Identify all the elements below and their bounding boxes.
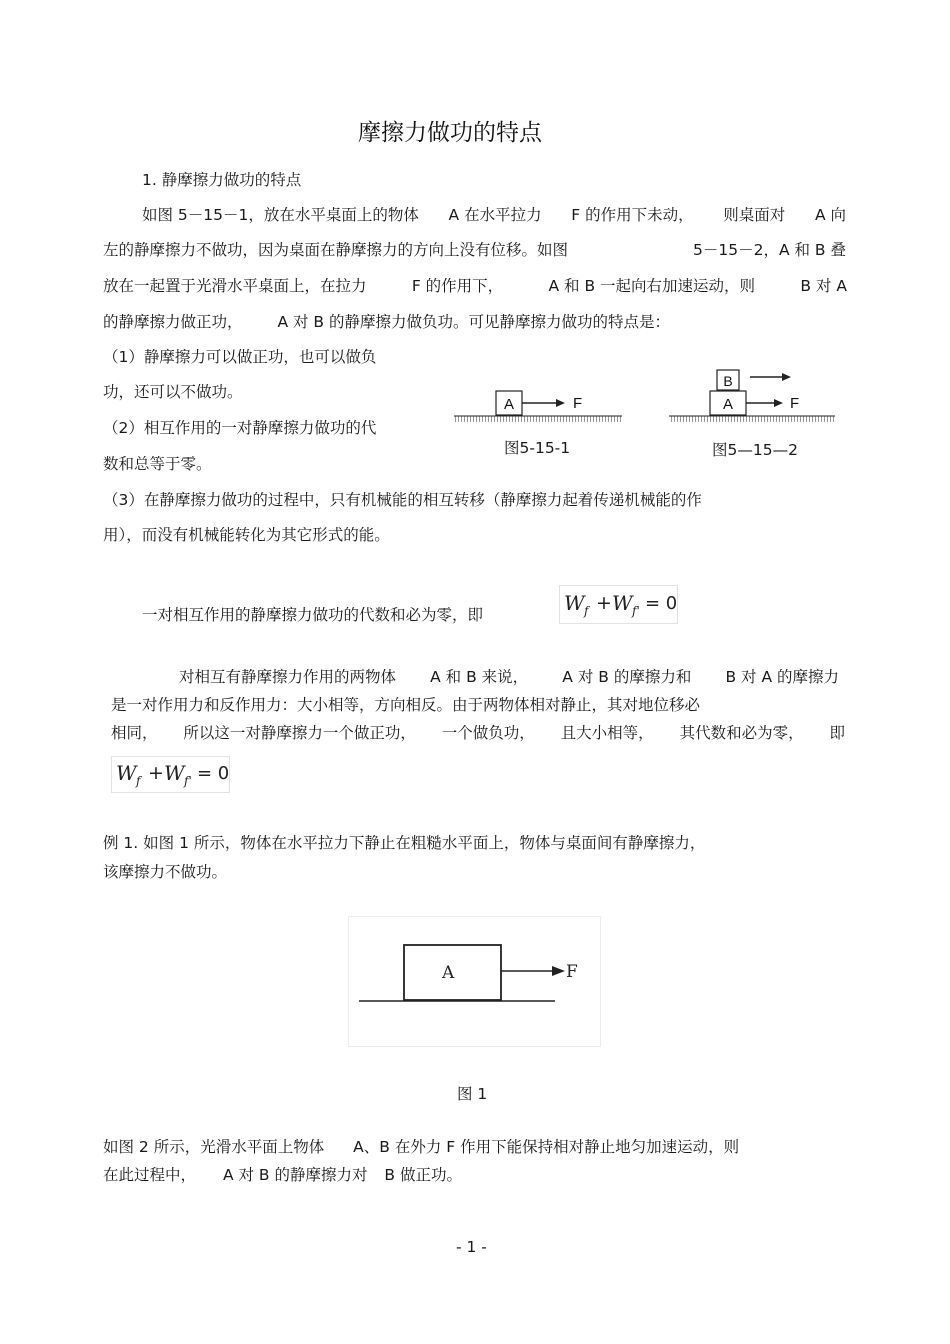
formula-sub2: f' — [184, 774, 192, 788]
formula-w2: W — [164, 761, 185, 785]
text-segment: 在此过程中， — [103, 1166, 197, 1184]
point-1-line-1: （1）静摩擦力可以做正功，也可以做负 — [103, 348, 377, 366]
point-2-line-2: 数和总等于零。 — [103, 455, 212, 473]
section-heading: 1. 静摩擦力做功的特点 — [142, 171, 302, 189]
formula-w1: W — [564, 591, 585, 615]
example-1-line-2: 该摩擦力不做功。 — [103, 863, 228, 881]
formula-1 — [559, 585, 679, 625]
formula-sub2: f' — [632, 604, 640, 618]
force-label: F — [566, 962, 578, 982]
point-2-line-1: （2）相互作用的一对静摩擦力做功的代 — [103, 419, 377, 437]
formula-sub1: f — [136, 774, 141, 788]
force-label: F — [790, 395, 800, 412]
point-1-line-2: 功，还可以不做功。 — [103, 383, 243, 401]
formula-w1: W — [116, 761, 137, 785]
paragraph-3-line-2 — [103, 1165, 462, 1185]
formula-2 — [111, 756, 231, 794]
text-segment: F 的作用下未动， — [571, 206, 694, 224]
formula-equals-zero: = 0 — [645, 593, 678, 614]
text-segment: 如图 5－15－1，放在水平桌面上的物体 — [142, 206, 419, 224]
paragraph-1-line-1 — [142, 205, 846, 225]
paragraph-1-line-4 — [103, 312, 693, 332]
text-segment: 5－15－2，A 和 B 叠 — [693, 241, 846, 259]
block-a-label: A — [442, 963, 455, 983]
paragraph-1-line-3 — [103, 276, 847, 296]
figure-5-15-2 — [668, 367, 838, 433]
text-segment: 左的静摩擦力不做功，因为桌面在静摩擦力的方向上没有位移。如图 — [103, 241, 569, 259]
text-segment: A 向 — [814, 206, 846, 224]
formula-w2: W — [612, 591, 633, 615]
example-1-line-1: 例 1. 如图 1 所示，物体在水平拉力下静止在粗糙水平面上，物体与桌面间有静摩擦力， — [103, 834, 706, 852]
page-title: 摩擦力做功的特点 — [358, 120, 542, 146]
formula-equals-zero: = 0 — [197, 763, 230, 784]
formula-sub1: f — [584, 604, 589, 618]
text-segment: 一个做负功， — [441, 724, 535, 742]
text-segment: 相同， — [111, 724, 158, 742]
figure-1-caption: 图 1 — [457, 1085, 488, 1103]
text-segment: A、B 在外力 F 作用下能保持相对静止地匀加速运动，则 — [353, 1138, 740, 1156]
text-segment: A 在水平拉力 — [448, 206, 542, 224]
ground-hatch — [669, 416, 835, 422]
figure-5-15-1 — [452, 384, 624, 430]
text-segment: 放在一起置于光滑水平桌面上，在拉力 — [103, 277, 367, 295]
figure-5-15-2-caption: 图5—15—2 — [712, 441, 798, 459]
text-segment: 其代数和必为零， — [679, 724, 804, 742]
text-segment: F 的作用下， — [411, 277, 504, 295]
formula-plus: + — [596, 592, 612, 614]
text-segment: 如图 2 所示，光滑水平面上物体 — [103, 1138, 325, 1156]
force-arrowhead — [774, 399, 783, 407]
figure-1 — [348, 916, 602, 1048]
point-3-line-2: 用），而没有机械能转化为其它形式的能。 — [103, 526, 390, 544]
text-segment: B 做正功。 — [384, 1166, 462, 1184]
paragraph-2-line-1 — [179, 667, 839, 687]
force-label: F — [573, 395, 583, 412]
block-a-label: A — [722, 396, 734, 413]
text-segment: B 对 A — [800, 277, 847, 295]
text-segment: A 和 B 一起向右加速运动，则 — [548, 277, 756, 295]
ground-hatch — [454, 416, 622, 422]
block-b-label: B — [723, 373, 733, 389]
text-segment: 即 — [829, 724, 845, 742]
text-segment: 对相互有静摩擦力作用的两物体 — [179, 668, 397, 686]
paragraph-2-line-2: 是一对作用力和反作用力：大小相等，方向相反。由于两物体相对静止，其对地位移必 — [111, 696, 701, 714]
paragraph-1-line-2 — [103, 240, 846, 260]
text-segment: B 对 A 的摩擦力 — [725, 668, 839, 686]
sum-statement: 一对相互作用的静摩擦力做功的代数和必为零，即 — [142, 606, 484, 624]
text-segment: A 和 B 来说， — [430, 668, 529, 686]
upper-arrowhead — [782, 373, 791, 381]
text-segment: 所以这一对静摩擦力一个做正功， — [183, 724, 416, 742]
paragraph-3-line-1 — [103, 1137, 739, 1157]
text-segment: A 对 B 的静摩擦力做负功。可见静摩擦力做功的特点是： — [277, 313, 670, 331]
text-segment: 的静摩擦力做正功， — [103, 313, 243, 331]
page-number: - 1 - — [456, 1238, 487, 1256]
text-segment: 则桌面对 — [723, 206, 786, 224]
point-3-line-1: （3）在静摩擦力做功的过程中，只有机械能的相互转移（静摩擦力起着传递机械能的作 — [103, 491, 702, 509]
figure-5-15-1-caption: 图5-15-1 — [504, 439, 571, 457]
force-arrowhead — [556, 399, 565, 407]
text-segment: 且大小相等， — [560, 724, 654, 742]
text-segment: A 对 B 的静摩擦力对 — [222, 1166, 368, 1184]
paragraph-2-line-3 — [111, 723, 845, 743]
block-a-label: A — [503, 396, 515, 413]
text-segment: A 对 B 的摩擦力和 — [562, 668, 692, 686]
formula-plus: + — [148, 762, 164, 784]
